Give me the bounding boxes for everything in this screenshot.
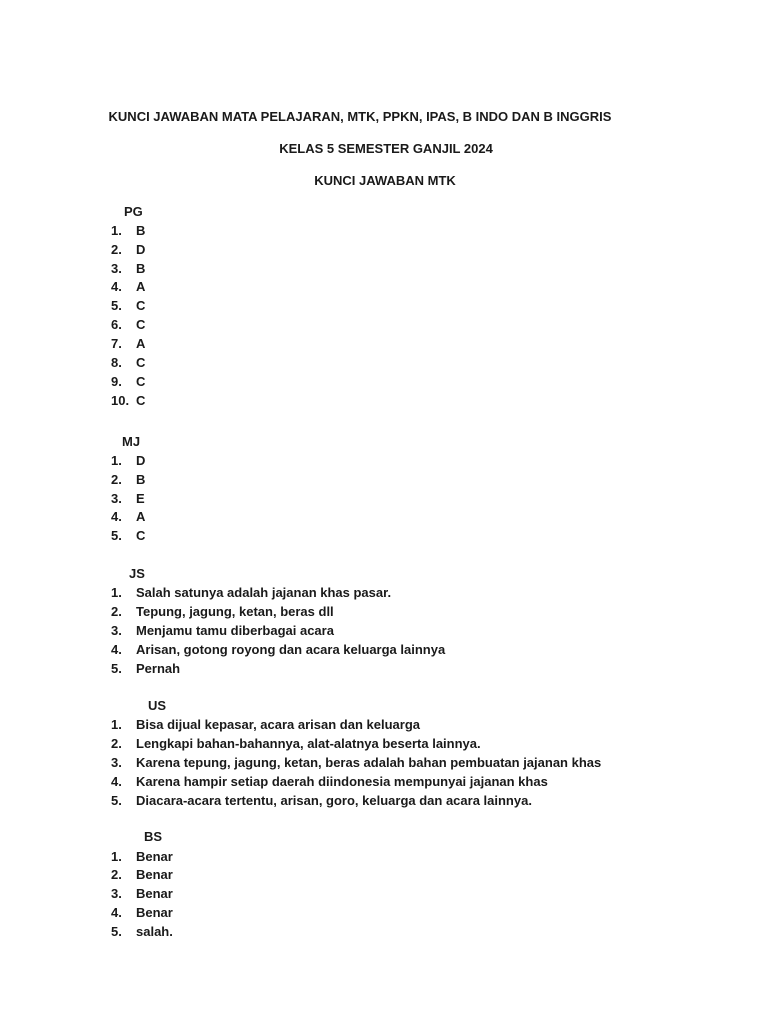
item-number: 4. <box>111 509 122 524</box>
item-number: 1. <box>111 849 122 864</box>
item-answer: D <box>136 453 146 468</box>
item-number: 1. <box>111 453 122 468</box>
item-answer: Diacara-acara tertentu, arisan, goro, keluarga dan acara lainnya. <box>136 793 532 808</box>
item-answer: Benar <box>136 849 173 864</box>
item-answer: Menjamu tamu diberbagai acara <box>136 623 334 638</box>
item-number: 3. <box>111 755 122 770</box>
item-answer: A <box>136 509 146 524</box>
item-number: 8. <box>111 355 122 370</box>
item-number: 2. <box>111 736 122 751</box>
item-answer: C <box>136 528 146 543</box>
item-answer: B <box>136 472 146 487</box>
item-answer: Salah satunya adalah jajanan khas pasar. <box>136 585 392 600</box>
item-number: 3. <box>111 623 122 638</box>
item-answer: Pernah <box>136 661 181 676</box>
document-title: KUNCI JAWABAN MATA PELAJARAN, MTK, PPKN, IPAS, B INDO DAN B INGGRIS <box>108 109 612 124</box>
item-answer: Arisan, gotong royong dan acara keluarga lainnya <box>136 642 446 657</box>
item-number: 4. <box>111 279 122 294</box>
item-answer: B <box>136 261 146 276</box>
item-answer: C <box>136 393 146 408</box>
mtk-answer-key-title: KUNCI JAWABAN MTK <box>314 173 456 188</box>
item-number: 3. <box>111 886 122 901</box>
item-number: 2. <box>111 242 122 257</box>
item-answer: A <box>136 336 146 351</box>
item-number: 9. <box>111 374 122 389</box>
item-number: 6. <box>111 317 122 332</box>
item-answer: Benar <box>136 867 173 882</box>
item-number: 1. <box>111 717 122 732</box>
item-answer: A <box>136 279 146 294</box>
item-number: 1. <box>111 223 122 238</box>
item-number: 5. <box>111 528 122 543</box>
item-answer: C <box>136 374 146 389</box>
item-answer: Benar <box>136 886 173 901</box>
item-number: 5. <box>111 661 122 676</box>
item-answer: Karena tepung, jagung, ketan, beras adalah bahan pembuatan jajanan khas <box>136 755 602 770</box>
item-answer: Lengkapi bahan-bahannya, alat-alatnya beserta lainnya. <box>136 736 481 751</box>
class-semester-line: KELAS 5 SEMESTER GANJIL 2024 <box>279 141 493 156</box>
item-number: 2. <box>111 472 122 487</box>
item-number: 2. <box>111 867 122 882</box>
item-number: 5. <box>111 924 122 939</box>
item-answer: salah. <box>136 924 173 939</box>
item-answer: C <box>136 355 146 370</box>
section-heading: MJ <box>122 434 141 449</box>
item-answer: Tepung, jagung, ketan, beras dll <box>136 604 334 619</box>
item-answer: C <box>136 317 146 332</box>
item-number: 4. <box>111 642 122 657</box>
item-number: 10. <box>111 393 130 408</box>
section-heading: BS <box>144 829 163 844</box>
item-number: 5. <box>111 793 122 808</box>
item-answer: D <box>136 242 146 257</box>
item-answer: C <box>136 298 146 313</box>
item-number: 1. <box>111 585 122 600</box>
item-answer: Karena hampir setiap daerah diindonesia mempunyai jajanan khas <box>136 774 548 789</box>
item-number: 7. <box>111 336 122 351</box>
item-number: 4. <box>111 905 122 920</box>
section-heading: JS <box>129 566 145 581</box>
item-answer: Bisa dijual kepasar, acara arisan dan keluarga <box>136 717 420 732</box>
item-number: 5. <box>111 298 122 313</box>
item-number: 4. <box>111 774 122 789</box>
item-number: 3. <box>111 261 122 276</box>
section-heading: US <box>148 698 167 713</box>
item-answer: B <box>136 223 146 238</box>
item-number: 2. <box>111 604 122 619</box>
item-answer: Benar <box>136 905 173 920</box>
item-number: 3. <box>111 491 122 506</box>
section-heading: PG <box>124 204 143 219</box>
item-answer: E <box>136 491 145 506</box>
